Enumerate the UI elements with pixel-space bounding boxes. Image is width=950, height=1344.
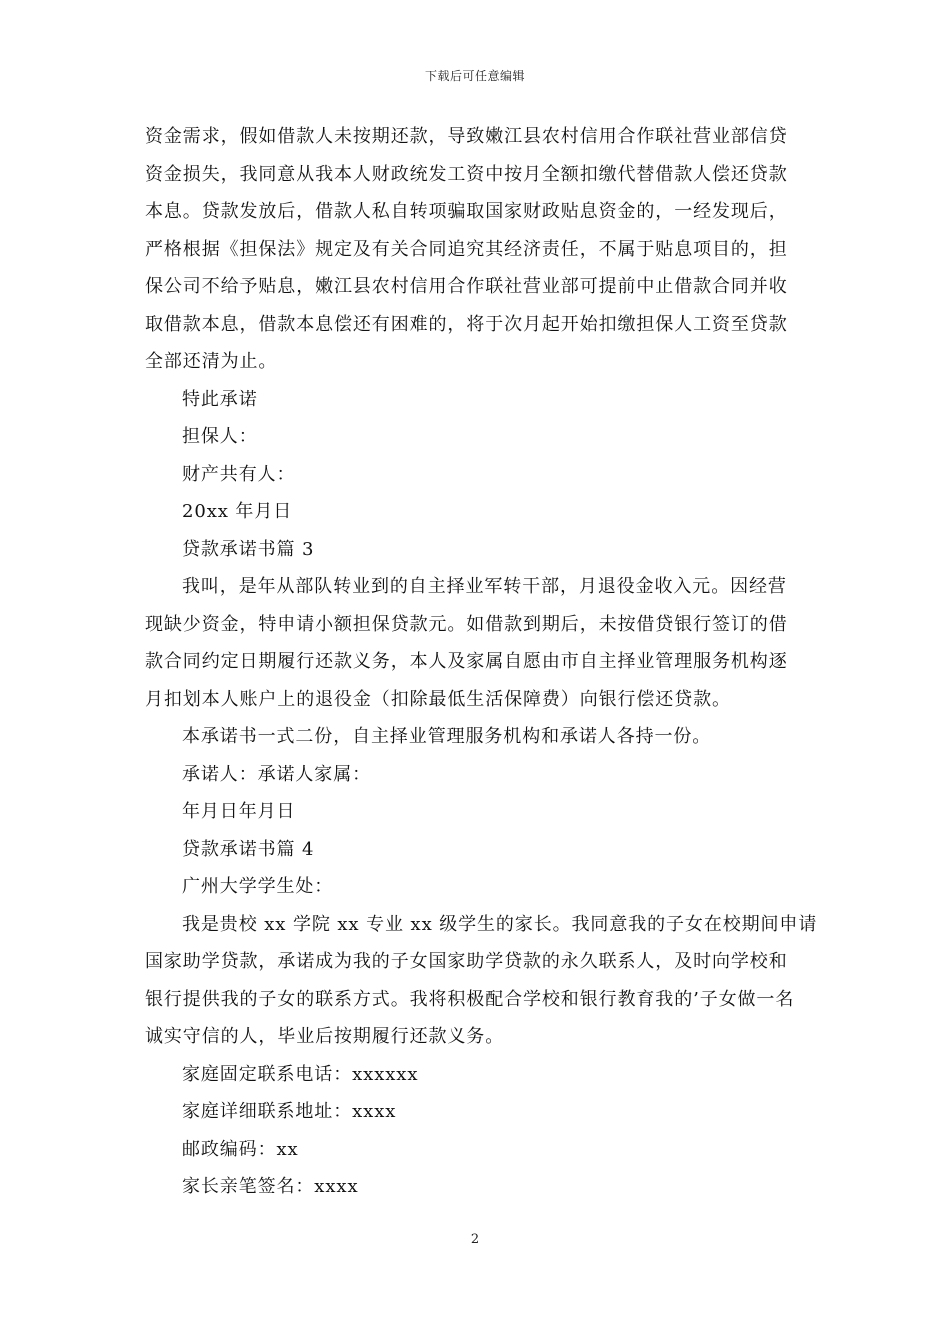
text-line: 月扣划本人账户上的退役金（扣除最低生活保障费）向银行偿还贷款。 xyxy=(145,688,731,710)
text-line: 款合同约定日期履行还款义务，本人及家属自愿由市自主择业管理服务机构逐 xyxy=(145,651,788,672)
section-4-paragraph xyxy=(145,906,818,1056)
special-promise-line: 特此承诺 xyxy=(182,388,258,410)
section-3-copies-line: 本承诺书一式二份，自主择业管理服务机构和承诺人各持一份。 xyxy=(182,726,712,747)
page-number: 2 xyxy=(470,1232,480,1247)
text-line: 资金需求，假如借款人未按期还款，导致嫩江县农村信用合作联社营业部信贷 xyxy=(145,126,788,147)
section-3-dates-line: 年月日年月日 xyxy=(182,801,296,822)
text-line: 现缺少资金，特申请小额担保贷款元。如借款到期后，未按借贷银行签订的借 xyxy=(145,613,788,635)
text-line: 国家助学贷款，承诺成为我的子女国家助学贷款的永久联系人，及时向学校和 xyxy=(145,951,788,972)
postal-code-line: 邮政编码：xx xyxy=(182,1138,299,1160)
text-line: 保公司不给予贴息，嫩江县农村信用合作联社营业部可提前中止借款合同并收 xyxy=(145,276,788,297)
text-line: 我是贵校 xx 学院 xx 专业 xx 级学生的家长。我同意我的子女在校期间申请 xyxy=(182,913,818,935)
home-address-line: 家庭详细联系地址：xxxx xyxy=(182,1101,397,1122)
date-line: 20xx 年月日 xyxy=(182,501,293,522)
text-line: 全部还清为止。 xyxy=(145,351,278,372)
guarantor-line: 担保人： xyxy=(182,426,258,447)
section-3-paragraph xyxy=(145,568,807,718)
text-line: 严格根据《担保法》规定及有关合同追究其经济责任，不属于贴息项目的，担 xyxy=(145,238,788,260)
text-line: 取借款本息，借款本息偿还有困难的，将于次月起开始扣缴担保人工资至贷款 xyxy=(145,313,788,335)
section-4-addressee: 广州大学学生处： xyxy=(182,876,334,897)
continuation-paragraph xyxy=(145,118,807,381)
document-body xyxy=(145,118,818,1206)
text-line: 本息。贷款发放后，借款人私自转项骗取国家财政贴息资金的，一经发现后， xyxy=(145,201,788,222)
section-3-signers-line: 承诺人：承诺人家属： xyxy=(182,763,371,785)
text-line: 我叫，是年从部队转业到的自主择业军转干部，月退役金收入元。因经营 xyxy=(182,576,787,597)
page-header: 下载后可任意编辑 xyxy=(424,69,525,83)
co-owner-line: 财产共有人： xyxy=(182,463,296,485)
section-3-title: 贷款承诺书篇 3 xyxy=(182,538,315,560)
home-phone-line: 家庭固定联系电话：xxxxxx xyxy=(182,1063,419,1085)
text-line: 诚实守信的人，毕业后按期履行还款义务。 xyxy=(145,1026,505,1047)
parent-signature-line: 家长亲笔签名：xxxx xyxy=(182,1176,359,1197)
text-line: 银行提供我的子女的联系方式。我将积极配合学校和银行教育我的’子女做一名 xyxy=(145,988,795,1010)
text-line: 资金损失，我同意从我本人财政统发工资中按月全额扣缴代替借款人偿还贷款 xyxy=(145,163,788,185)
section-4-title: 贷款承诺书篇 4 xyxy=(182,838,315,860)
